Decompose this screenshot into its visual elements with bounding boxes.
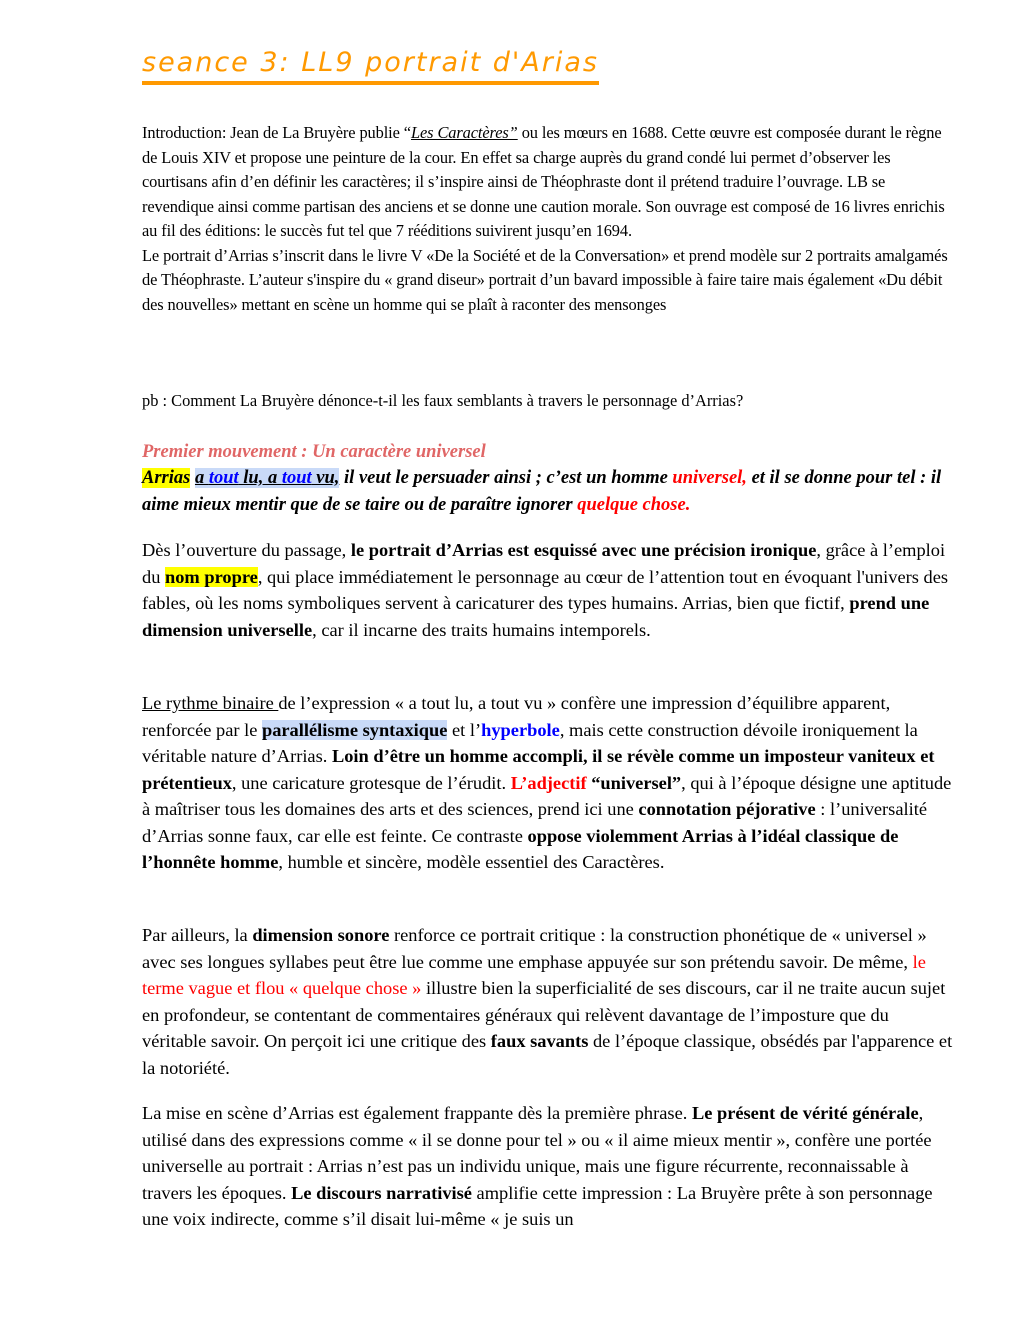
text: , grâce à l’emploi du	[142, 540, 946, 587]
text: , mais cette construction dévoile ironiquement la véritable nature d’Arrias.	[142, 719, 918, 766]
text: , car il incarne des traits humains intemporels.	[312, 619, 651, 640]
quote-part: et il se donne pour tel : il aime mieux mentir que de se taire ou de paraître ignorer	[142, 468, 942, 515]
intro-text: ou les mœurs en 1688. Cette œuvre est composée durant le règne de Louis XIV et propose une peinture de la cour. En effet sa charge auprès du grand condé lui permet d’observer les courtisans afin d’en définir les caractères; il s’inspire ainsi de Théophraste dont il prétend traduire l’ouvrage. LB se revendique ainsi comme partisan des anciens et se donne une caution morale. Son ouvrage est composé de 16 livres enrichis au fil des éditions: le succès fut tel que 7 rééditions suivirent jusqu’en 1694.	[142, 123, 945, 240]
bold-text: prend une dimension universelle	[142, 593, 930, 640]
quote-part: vu,	[311, 468, 340, 488]
text: , une caricature grotesque de l’érudit.	[231, 772, 511, 793]
bold-text: Loin d’être un homme accompli, il se révèle comme un imposteur vaniteux et prétentieux	[142, 746, 935, 793]
intro-paragraph-1	[142, 121, 954, 244]
text: de l’époque classique, obsédés par l'apparence et la notoriété.	[142, 1031, 953, 1078]
text: renforce ce portrait critique : la construction phonétique de « universel » avec ses longues syllabes peut être lue comme une emphase appuyée sur son prétendu savoir. De même,	[142, 925, 927, 972]
bold-text: “universel”	[586, 772, 682, 793]
movement-section	[142, 440, 954, 519]
parallelisme-highlight: parallélisme syntaxique	[261, 719, 448, 740]
quote-part: il veut le persuader ainsi ; c’est un homme	[339, 468, 673, 488]
text: : l’universalité d’Arrias sonne faux, car elle est feinte. Ce contraste	[142, 799, 927, 846]
bold-text: le portrait d’Arrias est esquissé avec une précision ironique	[350, 540, 817, 560]
analysis-paragraph-2	[142, 690, 954, 876]
tout-word: tout	[208, 468, 239, 488]
adjectif-red: L’adjectif	[510, 772, 587, 793]
hyperbole-word: hyperbole	[481, 719, 560, 740]
introduction	[142, 121, 954, 317]
bold-text: oppose violemment Arrias à l’idéal classique de l’honnête homme	[142, 825, 899, 872]
quote-part: lu, a	[238, 468, 282, 488]
bold-text: Le discours narrativisé	[291, 1182, 472, 1203]
underlined-text: Le rythme binaire	[142, 693, 279, 713]
intro-paragraph-2: Le portrait d’Arrias s’inscrit dans le livre V «De la Société et de la Conversation» et prend modèle sur 2 portraits amalgamés de Théophraste. L’auteur s'inspire du « grand diseur» portrait d’un bavard impossible à faire taire mais également «Du débit des nouvelles» mettant en scène un homme qui se plaît à raconter des mensonges	[142, 245, 948, 314]
quoted-text	[142, 465, 954, 519]
quelque-chose-word: quelque chose.	[577, 495, 691, 515]
bold-text: Le présent de vérité générale	[691, 1103, 919, 1123]
bold-text: connotation péjorative	[638, 799, 816, 819]
quote-part: a	[194, 468, 209, 488]
intro-text: Introduction: Jean de La Bruyère publie “	[142, 123, 411, 142]
text: , humble et sincère, modèle essentiel des Caractères.	[278, 852, 665, 872]
text: , qui place immédiatement le personnage au cœur de l’attention tout en évoquant l'univers des fables, où les noms symboliques servent à caricaturer des types humains. Arrias, bien que fictif,	[142, 566, 949, 613]
text: de l’expression « a tout lu, a tout vu » confère une impression d’équilibre apparent, renforcée par le	[142, 693, 891, 740]
binary-rhythm-highlight	[195, 468, 339, 488]
bold-text: dimension sonore	[252, 925, 390, 945]
nom-propre-highlight: nom propre	[165, 566, 258, 587]
text: La mise en scène d’Arrias est également frappante dès la première phrase.	[142, 1103, 692, 1123]
analysis-paragraph-3	[142, 922, 954, 1081]
text: , utilisé dans des expressions comme « il se donne pour tel » ou « il aime mieux mentir », confère une portée universelle au portrait : Arrias n’est pas un individu unique, mais une figure récurrente, reconnaissable à travers les époques.	[142, 1103, 932, 1203]
tout-word: tout	[281, 468, 312, 488]
analysis-paragraph-4	[142, 1100, 954, 1233]
text: illustre bien la superficialité de ses discours, car il ne traite aucun sujet en profondeur, se contentant de commentaires généraux qui relèvent davantage de l’imposture que du véritable savoir. On perçoit ici une critique des	[142, 978, 946, 1051]
work-title: Les Caractères”	[410, 123, 518, 142]
universel-word: universel,	[672, 468, 747, 488]
text: amplifie cette impression : La Bruyère prête à son personnage une voix indirecte, comme s’il disait lui-même « je suis un	[142, 1182, 933, 1229]
analysis-paragraph-1	[142, 537, 954, 643]
document-title: seance 3: LL9 portrait d'Arias	[142, 46, 599, 85]
movement-heading: Premier mouvement : Un caractère universel	[142, 442, 486, 462]
arrias-highlight: Arrias	[142, 468, 191, 488]
bold-text: faux savants	[490, 1031, 589, 1051]
text: Dès l’ouverture du passage,	[142, 540, 351, 560]
red-text: le terme vague et flou « quelque chose »	[142, 951, 926, 998]
problematique: pb : Comment La Bruyère dénonce-t-il les faux semblants à travers le personnage d’Arrias?	[142, 391, 744, 410]
text: , qui à l’époque désigne une aptitude à maîtriser tous les domaines des arts et des sciences, prend ici une	[142, 772, 952, 819]
text: Par ailleurs, la	[142, 925, 253, 945]
text: et l’	[447, 719, 482, 740]
